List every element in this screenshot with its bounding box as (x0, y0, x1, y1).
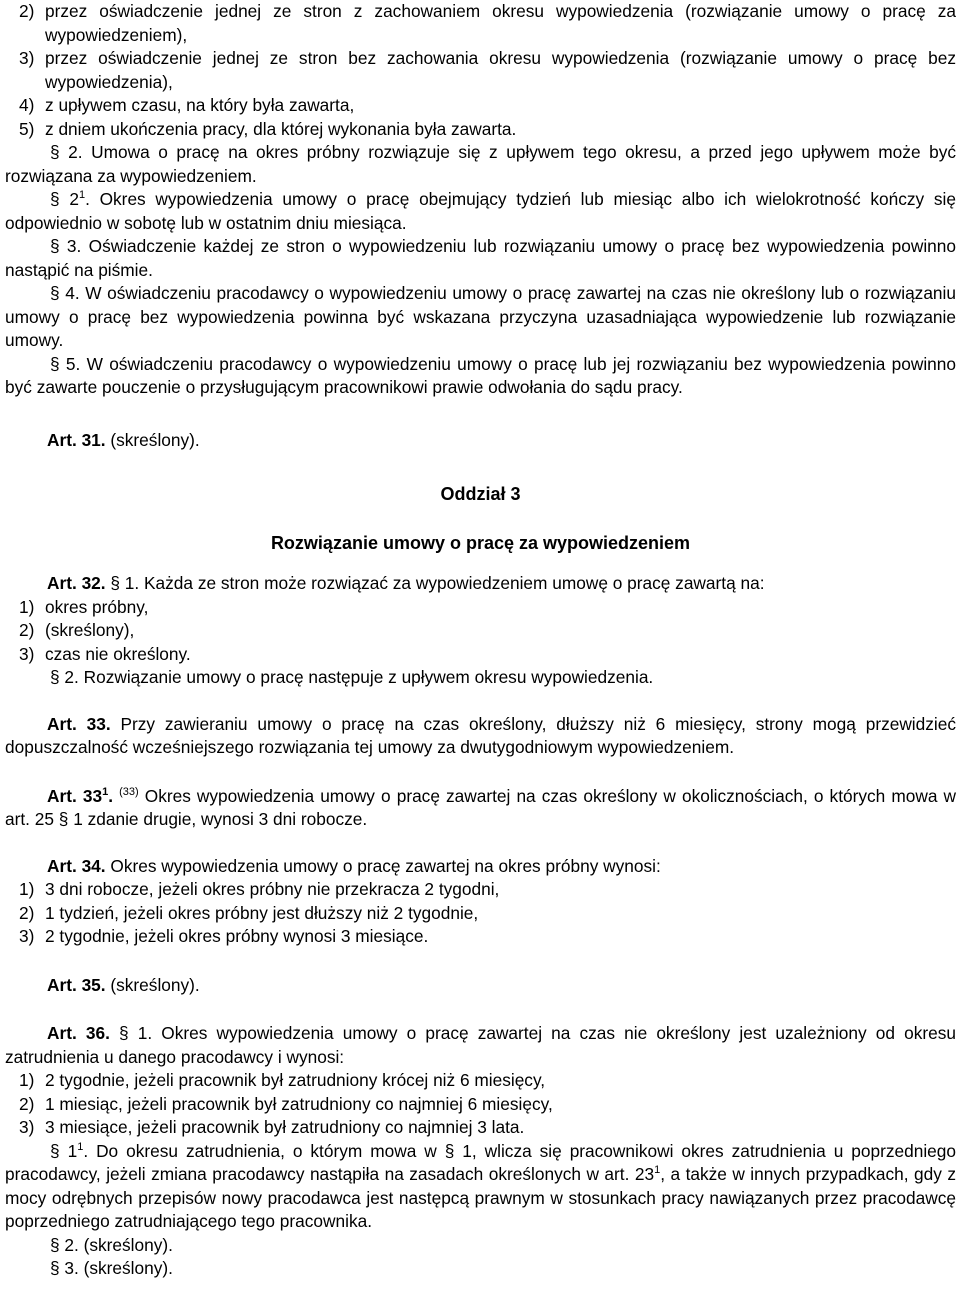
article-label: Art. 31. (47, 429, 106, 450)
paragraph (5, 353, 956, 400)
article-text: (skreślony). (105, 429, 200, 450)
superscript: 1 (654, 1164, 661, 1177)
article-text: Okres wypowiedzenia umowy o pracę zawartej na czas określony w okolicznościach, o których mowa w art. 25 § 1 zdanie drugie, wynosi 3 dni robocze. (5, 785, 956, 829)
paragraph (5, 282, 956, 353)
list-number: 3) (19, 926, 35, 946)
article-text: Okres wypowiedzenia umowy o pracę zawartej na okres próbny wynosi: (105, 855, 661, 876)
list-text: przez oświadczenie jednej ze stron z zachowaniem okresu wypowiedzenia (rozwiązanie umowy o pracę za wypowiedzeniem), (45, 1, 956, 45)
paragraph-text: . Do okresu zatrudnienia, o którym mowa w § 1, wlicza się pracownikowi okres zatrudnienia u poprzedniego pracodawcy, jeżeli zmiana pracodawcy nastąpiła na zasadach określonych w art. 23 (5, 1140, 957, 1184)
list-text: 2 tygodnie, jeżeli pracownik był zatrudniony krócej niż 6 miesięcy, (45, 1070, 546, 1090)
list-item (5, 902, 956, 926)
article-34 (5, 855, 956, 879)
paragraph (5, 188, 956, 235)
paragraph-text: § 4. W oświadczeniu pracodawcy o wypowiedzeniu umowy o pracę zawartej na czas nie określony lub o rozwiązaniu umowy o pracę bez wypowiedzenia powinna być wskazana przyczyna uzasadniająca wypowiedzenie lub rozwiązanie umowy. (5, 283, 956, 350)
list-item (5, 878, 956, 902)
list-number: 5) (19, 118, 35, 139)
paragraph-text: § 2. Umowa o pracę na okres próbny rozwiązuje się z upływem tego okresu, a przed jego upływem może być rozwiązana za wypowiedzeniem. (5, 142, 956, 186)
article-label: Art. 34. (47, 855, 106, 876)
list-text: 1 tydzień, jeżeli okres próbny jest dłuższy niż 2 tygodnie, (45, 902, 479, 923)
paragraph (5, 1257, 956, 1281)
paragraph-text: , a także w innych przypadkach, gdy z mocy odrębnych przepisów nowy pracodawca jest następcą prawnym w stosunkach pracy nawiązanych przez pracodawcę poprzedniego zatrudniającego tego pracownika. (5, 1164, 956, 1231)
article-32 (5, 572, 956, 596)
list-text: przez oświadczenie jednej ze stron bez zachowania okresu wypowiedzenia (rozwiązanie umowy o pracę bez wypowiedzenia), (45, 48, 956, 92)
article-text: Przy zawieraniu umowy o pracę na czas określony, dłuższy niż 6 miesięcy, strony mogą przewidzieć dopuszczalność wcześniejszego rozwiązania tej umowy za dwutygodniowym wypowiedzeniem. (5, 713, 956, 757)
paragraph-mark: § 1 (50, 1140, 78, 1161)
article-36 (5, 1022, 956, 1069)
list-text: czas nie określony. (45, 643, 191, 664)
article-text: (skreślony). (105, 974, 200, 995)
list-text: 3 dni robocze, jeżeli okres próbny nie przekracza 2 tygodni, (45, 879, 500, 899)
list-number: 2) (19, 1093, 35, 1114)
article-label: Art. 33 (47, 785, 103, 806)
list-text: okres próbny, (45, 596, 149, 617)
paragraph-text: § 2. (skreślony). (50, 1234, 173, 1255)
article-33-1 (5, 785, 956, 832)
paragraph-text: § 3. (skreślony). (50, 1258, 173, 1278)
superscript: 1 (78, 189, 86, 202)
list-text: 3 miesiące, jeżeli pracownik był zatrudniony co najmniej 3 lata. (45, 1117, 525, 1137)
article-label-dot: . (108, 785, 114, 806)
superscript: 1 (77, 1140, 84, 1153)
paragraph-mark: § 2 (50, 189, 79, 209)
list-number: 2) (19, 620, 35, 640)
article-label: Art. 36. (47, 1023, 110, 1043)
list-item (5, 1093, 956, 1117)
list-item (5, 619, 956, 643)
article-label: Art. 35. (47, 974, 106, 995)
list-item (5, 1116, 956, 1140)
list-number: 3) (19, 643, 35, 664)
article-text: § 1. Każda ze stron może rozwiązać za wypowiedzeniem umowę o pracę zawartą na: (105, 573, 765, 593)
list-number: 4) (19, 95, 35, 115)
article-33 (5, 713, 956, 760)
article-text: § 1. Okres wypowiedzenia umowy o pracę zawartej na czas nie określony jest uzależniony od okresu zatrudnienia u danego pracodawcy i wynosi: (5, 1023, 956, 1067)
paragraph (5, 1234, 956, 1258)
paragraph-text: § 2. Rozwiązanie umowy o pracę następuje z upływem okresu wypowiedzenia. (50, 667, 654, 687)
list-item (5, 0, 956, 47)
list-number: 1) (19, 1070, 35, 1090)
paragraph-text: § 3. Oświadczenie każdej ze stron o wypowiedzeniu lub rozwiązaniu umowy o pracę bez wypowiedzenia powinno nastąpić na piśmie. (5, 236, 956, 280)
list-text: 1 miesiąc, jeżeli pracownik był zatrudniony co najmniej 6 miesięcy, (45, 1093, 553, 1114)
list-number: 1) (19, 596, 35, 617)
list-item (5, 1069, 956, 1093)
article-31 (5, 429, 956, 453)
paragraph (5, 1140, 956, 1234)
paragraph-text: . Okres wypowiedzenia umowy o pracę obejmujący tydzień lub miesiąc albo ich wielokrotność kończy się odpowiednio w sobotę lub w ostatnim dniu miesiąca. (5, 189, 956, 233)
list-item (5, 47, 956, 94)
list-number: 1) (19, 879, 35, 899)
paragraph (5, 235, 956, 282)
paragraph (5, 141, 956, 188)
list-item (5, 596, 956, 620)
list-number: 3) (19, 48, 35, 68)
section-subtitle: Rozwiązanie umowy o pracę za wypowiedzeniem (270, 532, 691, 553)
list-item (5, 643, 956, 667)
list-item (5, 118, 956, 142)
superscript: 1 (102, 785, 109, 798)
list-number: 2) (19, 1, 35, 21)
list-number: 3) (19, 1117, 35, 1137)
article-35 (5, 974, 956, 998)
article-label: Art. 33. (47, 713, 111, 734)
footnote-reference: (33) (119, 785, 139, 798)
section-title: Oddział 3 (440, 484, 521, 504)
paragraph-text: § 5. W oświadczeniu pracodawcy o wypowiedzeniu umowy o pracę lub jej rozwiązaniu bez wypowiedzenia powinno być zawarte pouczenie o przysługującym pracownikowi prawie odwołania do sądu pracy. (5, 353, 956, 397)
list-item (5, 94, 956, 118)
article-label: Art. 32. (47, 573, 106, 593)
paragraph (5, 666, 956, 690)
list-text: 2 tygodnie, jeżeli okres próbny wynosi 3 miesiące. (45, 926, 429, 946)
list-text: z dniem ukończenia pracy, dla której wykonania była zawarta. (45, 118, 517, 139)
list-text: (skreślony), (45, 620, 135, 640)
list-text: z upływem czasu, na który była zawarta, (45, 95, 355, 115)
list-item (5, 925, 956, 949)
list-number: 2) (19, 902, 35, 923)
